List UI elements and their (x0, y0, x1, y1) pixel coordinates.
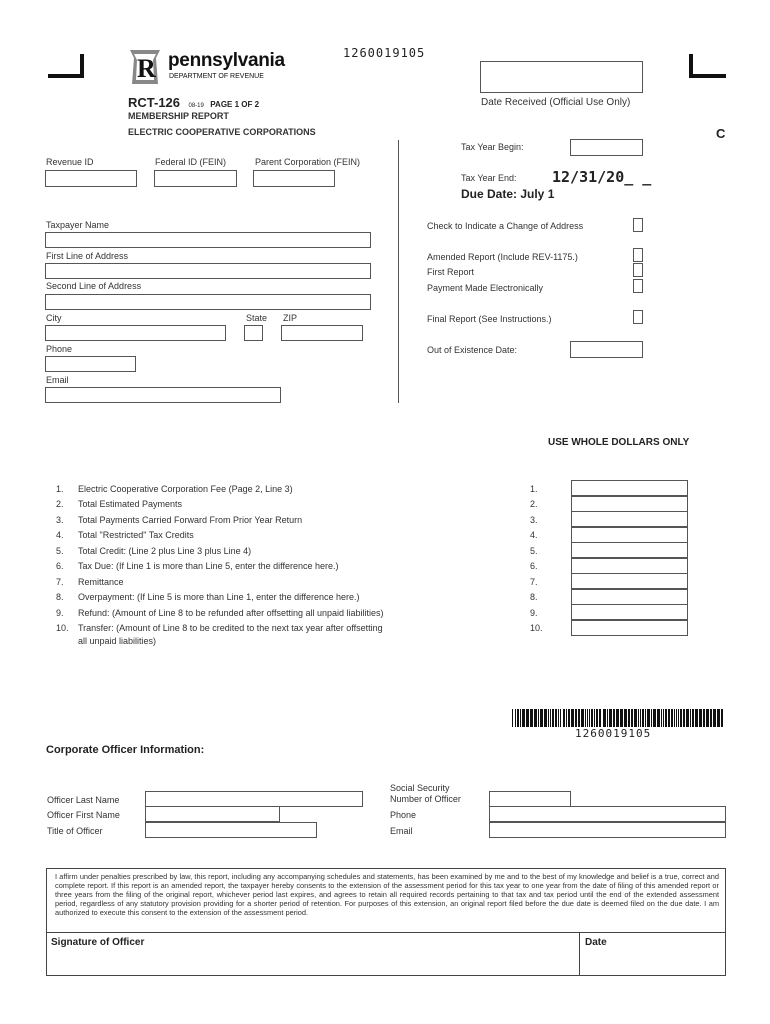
zip-label: ZIP (283, 313, 298, 323)
section-divider (398, 140, 399, 403)
barcode-bar (534, 709, 537, 727)
barcode-bar (671, 709, 673, 727)
tax-year-begin-label: Tax Year Begin: (461, 142, 524, 152)
barcode-bar (594, 709, 595, 727)
barcode-bar (552, 709, 554, 727)
barcode-bar (686, 709, 689, 727)
title-line1: MEMBERSHIP REPORT (128, 111, 229, 121)
officer-last-name-field[interactable] (145, 791, 363, 807)
barcode-bar (657, 709, 660, 727)
signature-label: Signature of Officer (51, 937, 145, 948)
officer-heading: Corporate Officer Information: (46, 744, 205, 756)
barcode-bar (603, 709, 606, 727)
line-text: Tax Due: (If Line 1 is more than Line 5, enter the difference here.) (78, 561, 339, 571)
officer-phone-field[interactable] (489, 806, 726, 822)
line-number: 2. (56, 499, 64, 509)
line-item-continued (56, 636, 156, 646)
barcode-bar (566, 709, 567, 727)
barcode-bar (550, 709, 551, 727)
barcode-bar (538, 709, 539, 727)
amended-label: Amended Report (Include REV-1175.) (427, 252, 578, 262)
barcode-bar (587, 709, 588, 727)
barcode-bar (674, 709, 675, 727)
final-report-label: Final Report (See Instructions.) (427, 314, 552, 324)
barcode-bar (530, 709, 533, 727)
city-field[interactable] (45, 325, 226, 341)
state-field[interactable] (244, 325, 263, 341)
ssn-field[interactable] (489, 791, 571, 807)
line-ref: 4. (530, 530, 538, 540)
line-item (56, 499, 182, 509)
line-number: 1. (56, 484, 64, 494)
line-8-amount[interactable] (571, 589, 688, 605)
ssn-label-2: Number of Officer (390, 794, 461, 804)
barcode-bar (653, 709, 656, 727)
barcode-bar (634, 709, 637, 727)
line-number: 6. (56, 561, 64, 571)
barcode-bar (651, 709, 652, 727)
line-ref: 7. (530, 577, 538, 587)
line-ref: 2. (530, 499, 538, 509)
line-10-amount[interactable] (571, 620, 688, 636)
barcode-bar (548, 709, 549, 727)
line-ref: 8. (530, 592, 538, 602)
line-2-amount[interactable] (571, 496, 688, 512)
barcode-bar (620, 709, 623, 727)
barcode-bar (522, 709, 525, 727)
barcode-bar (596, 709, 598, 727)
barcode-bar (560, 709, 561, 727)
line-text: Remittance (78, 577, 124, 587)
barcode-bar (558, 709, 559, 727)
barcode-bar (571, 709, 574, 727)
out-of-existence-field[interactable] (570, 341, 643, 358)
line-number: 5. (56, 546, 64, 556)
line-item (56, 484, 293, 494)
barcode-bar (613, 709, 615, 727)
line-item (56, 515, 302, 525)
tax-year-end-label: Tax Year End: (461, 173, 517, 183)
barcode-bar (631, 709, 633, 727)
barcode-bar (695, 709, 698, 727)
line-item (56, 592, 360, 602)
barcode-bar (581, 709, 584, 727)
electronic-checkbox[interactable] (633, 279, 643, 293)
form-id: RCT-126 (128, 95, 181, 110)
change-address-checkbox[interactable] (633, 218, 643, 232)
taxpayer-name-field[interactable] (45, 232, 371, 248)
out-of-existence-label: Out of Existence Date: (427, 345, 518, 355)
barcode-bar (683, 709, 685, 727)
barcode-bar (526, 709, 529, 727)
barcode-bar (578, 709, 580, 727)
ssn-label-1: Social Security (390, 783, 450, 793)
barcode-bar (520, 709, 521, 727)
city-label: City (46, 313, 62, 323)
barcode-bar (717, 709, 720, 727)
final-report-checkbox[interactable] (633, 310, 643, 324)
line-1-amount[interactable] (571, 480, 688, 496)
line-text: Total "Restricted" Tax Credits (78, 530, 194, 540)
date-received-label: Date Received (Official Use Only) (481, 97, 631, 108)
signature-date-label: Date (585, 937, 607, 948)
line-ref: 9. (530, 608, 538, 618)
barcode-bar (555, 709, 557, 727)
federal-id-field[interactable] (154, 170, 237, 187)
barcode-bar (661, 709, 662, 727)
line-number: 4. (56, 530, 64, 540)
barcode-bar (645, 709, 646, 727)
logo-word: pennsylvania (168, 50, 285, 71)
line-text: Total Credit: (Line 2 plus Line 3 plus Line 4) (78, 546, 252, 556)
corner-mark-top-right (688, 52, 728, 80)
barcode-bar (706, 709, 709, 727)
tax-year-end-value: 12/31/20_ _ (552, 168, 652, 186)
barcode-bar (690, 709, 691, 727)
parent-corp-label: Parent Corporation (FEIN) (255, 157, 361, 167)
line-number: 8. (56, 592, 64, 602)
first-report-label: First Report (427, 267, 475, 277)
line-ref: 6. (530, 561, 538, 571)
barcode-bar (575, 709, 577, 727)
line-item (56, 623, 383, 633)
officer-title-field[interactable] (145, 822, 317, 838)
logo-dept: DEPARTMENT OF REVENUE (169, 73, 264, 80)
date-received-box (480, 61, 643, 93)
barcode-bar (515, 709, 516, 727)
barcode-bar (678, 709, 679, 727)
address1-label: First Line of Address (46, 251, 129, 261)
barcode-bar (568, 709, 570, 727)
barcode-bar (721, 709, 723, 727)
right-edge-letter: C (716, 126, 726, 141)
line-ref: 1. (530, 484, 538, 494)
barcode-bar (607, 709, 608, 727)
line-5-amount[interactable] (571, 542, 688, 558)
barcode-bar (599, 709, 601, 727)
line-7-amount[interactable] (571, 573, 688, 589)
line-number: 3. (56, 515, 64, 525)
title-line2: ELECTRIC COOPERATIVE CORPORATIONS (128, 127, 316, 137)
email-label: Email (46, 375, 69, 385)
barcode-bar (544, 709, 547, 727)
officer-email-field[interactable] (489, 822, 726, 838)
barcode-bar (692, 709, 694, 727)
phone-field[interactable] (45, 356, 136, 372)
officer-last-name-label: Officer Last Name (47, 795, 120, 805)
email-field[interactable] (45, 387, 281, 403)
officer-email-label: Email (390, 826, 413, 836)
amended-checkbox[interactable] (633, 248, 643, 262)
due-date: Due Date: July 1 (461, 187, 555, 201)
line-3-amount[interactable] (571, 511, 688, 527)
phone-label: Phone (46, 344, 73, 354)
line-item (56, 577, 124, 587)
line-item (56, 561, 338, 571)
barcode-bar (589, 709, 590, 727)
officer-phone-label: Phone (390, 810, 417, 820)
electronic-label: Payment Made Electronically (427, 283, 544, 293)
barcode-bar (680, 709, 682, 727)
signature-field[interactable] (47, 933, 580, 975)
line-ref: 10. (530, 623, 543, 633)
line-text: Electric Cooperative Corporation Fee (Page 2, Line 3) (78, 484, 293, 494)
line-ref: 5. (530, 546, 538, 556)
address2-field[interactable] (45, 294, 371, 310)
line-number: 7. (56, 577, 64, 587)
barcode-bar (609, 709, 612, 727)
taxpayer-name-label: Taxpayer Name (46, 220, 110, 230)
barcode-bar (563, 709, 565, 727)
barcode-bar (642, 709, 644, 727)
form-version: 08-19 (188, 103, 204, 109)
line-item (56, 608, 384, 618)
barcode-bar (585, 709, 586, 727)
officer-title-label: Title of Officer (47, 826, 103, 836)
affirmation-text: I affirm under penalties prescribed by law, this report, including any accompanying schedules and statements, has been examined by me and to the best of my knowledge and belief is a true, correct and complete report. If this report is an amended report, the taxpayer hereby consents to the extension of the assessment period for this tax year to one year from the date of filing of this amended report or three years from the filing of the original report, whichever period last expires, and agrees to retain all required records pertaining to that tax and tax period until the end of the extended assessment period, regardless of any statutory provision providing for a shorter period of retention. For purposes of this extension, an original report filed before the due date is deemed filed on the due date. I am authorized to execute this consent to the extension of the assessment period. (55, 872, 719, 917)
barcode-bar (676, 709, 677, 727)
officer-first-name-label: Officer First Name (47, 810, 120, 820)
officer-first-name-field[interactable] (145, 806, 280, 822)
signature-date-field[interactable] (580, 933, 725, 975)
form-title-block (128, 94, 259, 112)
form-code: 1260019105 (343, 46, 426, 60)
barcode-bar (699, 709, 702, 727)
tax-year-begin-field[interactable] (570, 139, 643, 156)
barcode-bar (628, 709, 630, 727)
barcode-bar (647, 709, 650, 727)
barcode-bar (512, 709, 513, 727)
barcode-bar (624, 709, 627, 727)
first-report-checkbox[interactable] (633, 263, 643, 277)
page-indicator: PAGE 1 OF 2 (210, 100, 260, 109)
line-text: all unpaid liabilities) (78, 636, 157, 646)
pa-logo (128, 48, 328, 88)
line-item (56, 530, 194, 540)
line-number: 9. (56, 608, 64, 618)
whole-dollars-note: USE WHOLE DOLLARS ONLY (548, 437, 690, 448)
barcode-bar (540, 709, 543, 727)
line-text: Overpayment: (If Line 5 is more than Line 1, enter the difference here.) (78, 592, 360, 602)
barcode-bar (591, 709, 593, 727)
parent-corp-field[interactable] (253, 170, 335, 187)
barcode-bar (640, 709, 641, 727)
barcode-bar (663, 709, 664, 727)
barcode-bar (703, 709, 705, 727)
line-9-amount[interactable] (571, 604, 688, 620)
barcode-number: 1260019105 (575, 727, 652, 740)
logo-letter: R (137, 54, 156, 83)
affirmation-box (46, 868, 726, 976)
corner-mark-top-left (46, 52, 86, 80)
line-6-amount[interactable] (571, 558, 688, 574)
zip-field[interactable] (281, 325, 363, 341)
barcode-bar (713, 709, 716, 727)
line-text: Refund: (Amount of Line 8 to be refunded after offsetting all unpaid liabilities) (78, 608, 384, 618)
address2-label: Second Line of Address (46, 281, 142, 291)
revenue-id-label: Revenue ID (46, 157, 94, 167)
barcode-bar (665, 709, 667, 727)
barcode-bar (616, 709, 619, 727)
barcode-bar (638, 709, 639, 727)
line-ref: 3. (530, 515, 538, 525)
line-text: Total Payments Carried Forward From Prior Year Return (78, 515, 303, 525)
line-text: Total Estimated Payments (78, 499, 183, 509)
address1-field[interactable] (45, 263, 371, 279)
change-address-label: Check to Indicate a Change of Address (427, 221, 584, 231)
line-4-amount[interactable] (571, 527, 688, 543)
barcode-bar (710, 709, 712, 727)
line-item (56, 546, 251, 556)
federal-id-label: Federal ID (FEIN) (155, 157, 227, 167)
state-label: State (246, 313, 268, 323)
line-text: Transfer: (Amount of Line 8 to be credited to the next tax year after offsetting (78, 623, 383, 633)
barcode-bar (517, 709, 519, 727)
revenue-id-field[interactable] (45, 170, 137, 187)
barcode-bar (668, 709, 670, 727)
line-number: 10. (56, 623, 69, 633)
